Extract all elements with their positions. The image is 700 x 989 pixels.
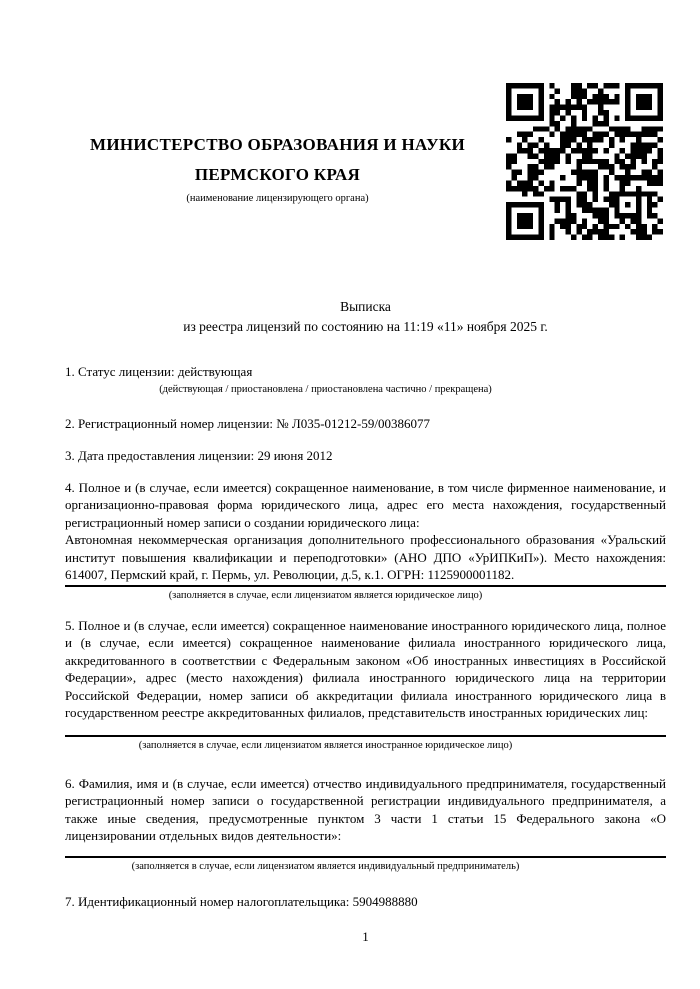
item-taxpayer-number <box>65 893 666 911</box>
document-title-line1: Выписка <box>340 299 391 314</box>
empty-fill-in-space <box>65 722 666 734</box>
foreign-entity-line: аккредитованного в соответствии с Федеральным законом «Об иностранных инвестициях в Российской <box>65 652 666 668</box>
item-foreign-entity <box>65 617 666 752</box>
authority-caption: (наименование лицензирующего органа) <box>186 193 369 204</box>
entrepreneur-line: регистрационный номер записи о государственной регистрации индивидуального предпринимателя, а <box>65 793 666 808</box>
page-content <box>0 130 700 945</box>
legal-entity-value-line: 614007, Пермский край, г. Пермь, ул. Революции, д.5, к.1. ОГРН: 1125900001182. <box>65 567 515 582</box>
legal-entity-label-line: 4. Полное и (в случае, если имеется) сокращенное наименование, в том числе фирменное наименование, и <box>65 479 666 495</box>
qr-code-icon <box>506 83 663 240</box>
registration-number-text: 2. Регистрационный номер лицензии: № Л035-01212-59/00386077 <box>65 415 431 431</box>
page-number: 1 <box>362 929 369 944</box>
document-title-line2: из реестра лицензий по состоянию на 11:19 «11» ноября 2025 г. <box>183 319 548 334</box>
empty-fill-in-space <box>65 845 666 855</box>
item-individual-entrepreneur <box>65 775 666 873</box>
foreign-entity-line: 5. Полное и (в случае, если имеется) сокращенное наименование иностранного юридического лица, полное <box>65 617 666 633</box>
license-status-note: (действующая / приостановлена / приостановлена частично / прекращена) <box>159 383 492 395</box>
legal-entity-note: (заполняется в случае, если лицензиатом является юридическое лицо) <box>168 589 483 601</box>
entrepreneur-line: 6. Фамилия, имя и (в случае, если имеется) отчество индивидуального предпринимателя, государственный <box>65 775 666 791</box>
licensing-authority-header <box>65 130 490 205</box>
item-license-date <box>65 447 666 465</box>
foreign-entity-line: Федерации», адрес (место нахождения) филиала иностранного юридического лица на территории <box>65 670 666 685</box>
fill-in-rule <box>65 856 666 858</box>
fill-in-rule <box>65 735 666 737</box>
fill-in-rule <box>65 585 666 587</box>
foreign-entity-line: и (в случае, если имеется) сокращенное наименование филиала иностранного юридического лица, <box>65 635 666 650</box>
license-status-text: 1. Статус лицензии: действующая <box>65 364 253 379</box>
entrepreneur-note: (заполняется в случае, если лицензиатом является индивидуальный предприниматель) <box>131 860 520 872</box>
entrepreneur-line: лицензировании отдельных видов деятельности»: <box>65 828 342 843</box>
authority-name-line1: МИНИСТЕРСТВО ОБРАЗОВАНИЯ И НАУКИ <box>89 135 466 154</box>
legal-entity-label-line: регистрационный номер записи о создании юридического лица: <box>65 514 420 530</box>
item-license-status <box>65 363 666 396</box>
authority-name-line2: ПЕРМСКОГО КРАЯ <box>194 165 361 184</box>
foreign-entity-line: государственном реестре аккредитованных филиалов, представительств иностранных юридических лиц: <box>65 705 649 720</box>
item-legal-entity <box>65 479 666 602</box>
entrepreneur-line: также иные сведения, предусмотренные пунктом 3 части 1 статьи 15 Федерального закона «О <box>65 810 666 826</box>
license-date-text: 3. Дата предоставления лицензии: 29 июня 2012 <box>65 448 333 463</box>
foreign-entity-note: (заполняется в случае, если лицензиатом является иностранное юридическое лицо) <box>138 739 513 751</box>
foreign-entity-line: Российской Федерации, номер записи об аккредитации филиала иностранного юридического лица в <box>65 687 666 703</box>
items-list <box>65 363 666 910</box>
legal-entity-value-line: Автономная некоммерческая организация дополнительного профессионального образования «Уральский <box>65 532 666 547</box>
legal-entity-label-line: организационно-правовая форма юридического лица, адрес его места нахождения, государственный <box>65 497 666 512</box>
legal-entity-value-line: институт повышения квалификации и переподготовки» (АНО ДПО «УрИПКиП»). Место нахождения: <box>65 549 666 565</box>
taxpayer-number-text: 7. Идентификационный номер налогоплательщика: 5904988880 <box>65 893 418 909</box>
document-title <box>65 297 666 337</box>
item-registration-number <box>65 415 666 433</box>
